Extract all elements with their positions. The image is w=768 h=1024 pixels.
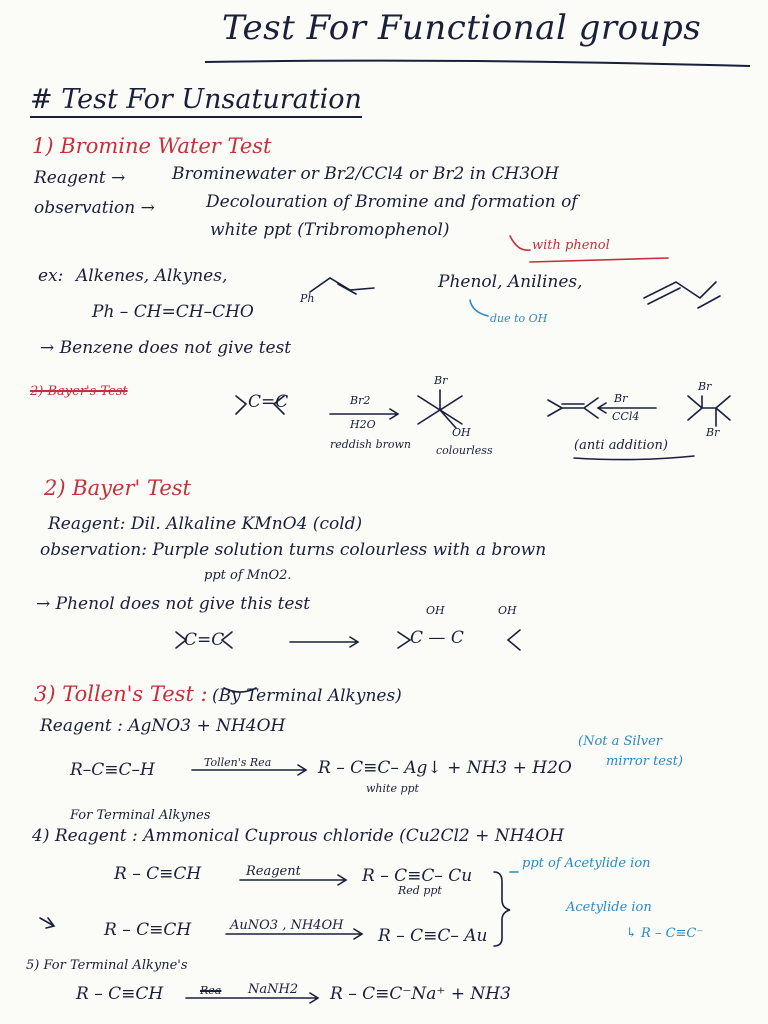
dibromo-product-structure bbox=[688, 396, 730, 426]
cuprous-arrow2-label: AuNO3 , NH4OH bbox=[230, 918, 344, 933]
struck-arrow bbox=[330, 409, 398, 419]
sodamide-heading: 5) For Terminal Alkyne's bbox=[26, 958, 188, 973]
bromine-observation-label: observation → bbox=[34, 198, 155, 218]
bayers-reagent: Reagent: Dil. Alkaline KMnO4 (cold) bbox=[48, 514, 363, 534]
bayers-product: C — C bbox=[410, 628, 464, 648]
tollens-note-line2: mirror test) bbox=[606, 754, 683, 769]
bayers-arrow bbox=[290, 637, 358, 647]
bayers-reactant: C=C bbox=[184, 630, 225, 650]
bromine-observation-line1: Decolouration of Bromine and formation of bbox=[206, 192, 578, 212]
acetylide-ion-formula: ↳ R – C≡C⁻ bbox=[626, 926, 704, 941]
cuprous-heading: 4) Reagent : Ammonical Cuprous chloride (Cu2Cl2 + NH4OH bbox=[32, 826, 565, 846]
acetylide-ion-label: Acetylide ion bbox=[566, 900, 652, 915]
alkyne-skeleton bbox=[644, 282, 716, 298]
dibromo-br-top: Br bbox=[698, 380, 712, 393]
struck-product-structure bbox=[418, 390, 462, 428]
page-title: Test For Functional groups bbox=[222, 8, 702, 48]
cuprous-reactant2: R – C≡CH bbox=[104, 920, 192, 940]
cuprous-product2: R – C≡C– Au bbox=[378, 926, 488, 946]
struck-reactant: C=C bbox=[248, 392, 289, 412]
cuprous-arrow1-label: Reagent bbox=[246, 864, 301, 879]
struck-product-note: colourless bbox=[436, 444, 493, 457]
sodamide-product: R – C≡C⁻Na⁺ + NH3 bbox=[330, 984, 511, 1004]
section-heading-unsaturation: # Test For Unsaturation bbox=[30, 84, 362, 118]
with-phenol-underline bbox=[530, 258, 668, 262]
sodamide-arrow-label: NaNH2 bbox=[248, 982, 299, 997]
examples-label: ex: bbox=[38, 266, 64, 286]
benzene-note: → Benzene does not give test bbox=[40, 338, 292, 358]
bayers-product-bonds bbox=[398, 630, 520, 650]
struck-reactant-right bbox=[274, 396, 284, 414]
dibromo-br-bottom: Br bbox=[706, 426, 720, 439]
struck-arrow-bottom: H2O bbox=[350, 418, 376, 431]
bayers-test-heading: 2) Bayer' Test bbox=[44, 476, 191, 500]
struck-product-br: Br bbox=[434, 374, 448, 387]
due-to-oh-note: due to OH bbox=[490, 312, 548, 325]
struck-product-oh: OH bbox=[452, 426, 471, 439]
tollens-white-ppt: white ppt bbox=[366, 782, 419, 795]
alkene-arrow-top: Br bbox=[614, 392, 628, 405]
tollens-arrow bbox=[192, 765, 306, 775]
struck-arrow-top: Br2 bbox=[350, 394, 371, 407]
acetylide-ppt-note: ppt of Acetylide ion bbox=[522, 856, 651, 871]
tollens-product: R – C≡C– Ag↓ + NH3 + H2O bbox=[318, 758, 572, 778]
bayers-observation-line2: ppt of MnO2. bbox=[204, 568, 292, 583]
bayers-oh-left: OH bbox=[426, 604, 445, 617]
struck-reactant-note: reddish brown bbox=[330, 438, 412, 451]
cuprous-product1: R – C≡C– Cu bbox=[362, 866, 473, 886]
sodamide-arrow bbox=[186, 993, 318, 1003]
cuprous-red-ppt: Red ppt bbox=[398, 884, 442, 897]
cinnamaldehyde-formula: Ph – CH=CH–CHO bbox=[92, 302, 254, 322]
bayers-oh-right: OH bbox=[498, 604, 517, 617]
with-phenol-note: with phenol bbox=[532, 238, 610, 253]
cuprous-reactant1: R – C≡CH bbox=[114, 864, 202, 884]
bayers-reactant-left bbox=[176, 632, 186, 648]
alkene-reactant-structure bbox=[548, 398, 598, 418]
bromine-observation-line2: white ppt (Tribromophenol) bbox=[210, 220, 450, 240]
tollens-reagent: Reagent : AgNO3 + NH4OH bbox=[40, 716, 286, 736]
alkene-skeleton bbox=[310, 278, 374, 292]
alkyne-triple-line bbox=[648, 288, 680, 304]
struck-reactant-left bbox=[236, 396, 246, 414]
sodamide-reactant: R – C≡CH bbox=[76, 984, 164, 1004]
tollens-arrow-label: Tollen's Rea bbox=[204, 756, 272, 769]
cuprous-for-label: For Terminal Alkynes bbox=[70, 808, 211, 823]
bayers-observation-line1: observation: Purple solution turns colourless with a brown bbox=[40, 540, 547, 560]
tollens-reactant: R–C≡C–H bbox=[70, 760, 155, 780]
bromine-test-heading: 1) Bromine Water Test bbox=[32, 134, 272, 158]
sodamide-struck-word: Rea bbox=[200, 984, 222, 997]
bayers-phenol-note: → Phenol does not give this test bbox=[36, 594, 311, 614]
with-phenol-arrow bbox=[510, 236, 530, 250]
bromine-reagent-value: Brominewater or Br2/CCl4 or Br2 in CH3OH bbox=[172, 164, 559, 184]
tollens-subtitle-scribble bbox=[224, 688, 256, 692]
anti-addition-underline bbox=[574, 456, 694, 460]
struck-bayers-label: 2) Bayer's Test bbox=[30, 384, 128, 399]
bromine-reagent-label: Reagent → bbox=[34, 168, 126, 188]
ph-label: Ph bbox=[300, 292, 315, 305]
cuprous-arrow2 bbox=[226, 929, 362, 939]
tollens-subtitle: (By Terminal Alkynes) bbox=[212, 686, 402, 706]
examples-phenol-anilines: Phenol, Anilines, bbox=[438, 272, 583, 292]
tollens-note-line1: (Not a Silver bbox=[578, 734, 662, 749]
bayers-reactant-right bbox=[222, 632, 232, 648]
alkene-arrow-bottom: CCl4 bbox=[612, 410, 640, 423]
cuprous-arrow1 bbox=[240, 875, 346, 885]
acetylide-brace bbox=[494, 872, 510, 946]
cuprous-bullet-arrow bbox=[40, 918, 54, 928]
anti-addition-note: (anti addition) bbox=[574, 438, 668, 453]
examples-alkenes-alkynes: Alkenes, Alkynes, bbox=[76, 266, 228, 286]
bromination-arrow bbox=[598, 403, 656, 413]
due-to-oh-arrow bbox=[470, 300, 488, 316]
tollens-heading: 3) Tollen's Test : bbox=[34, 682, 208, 706]
